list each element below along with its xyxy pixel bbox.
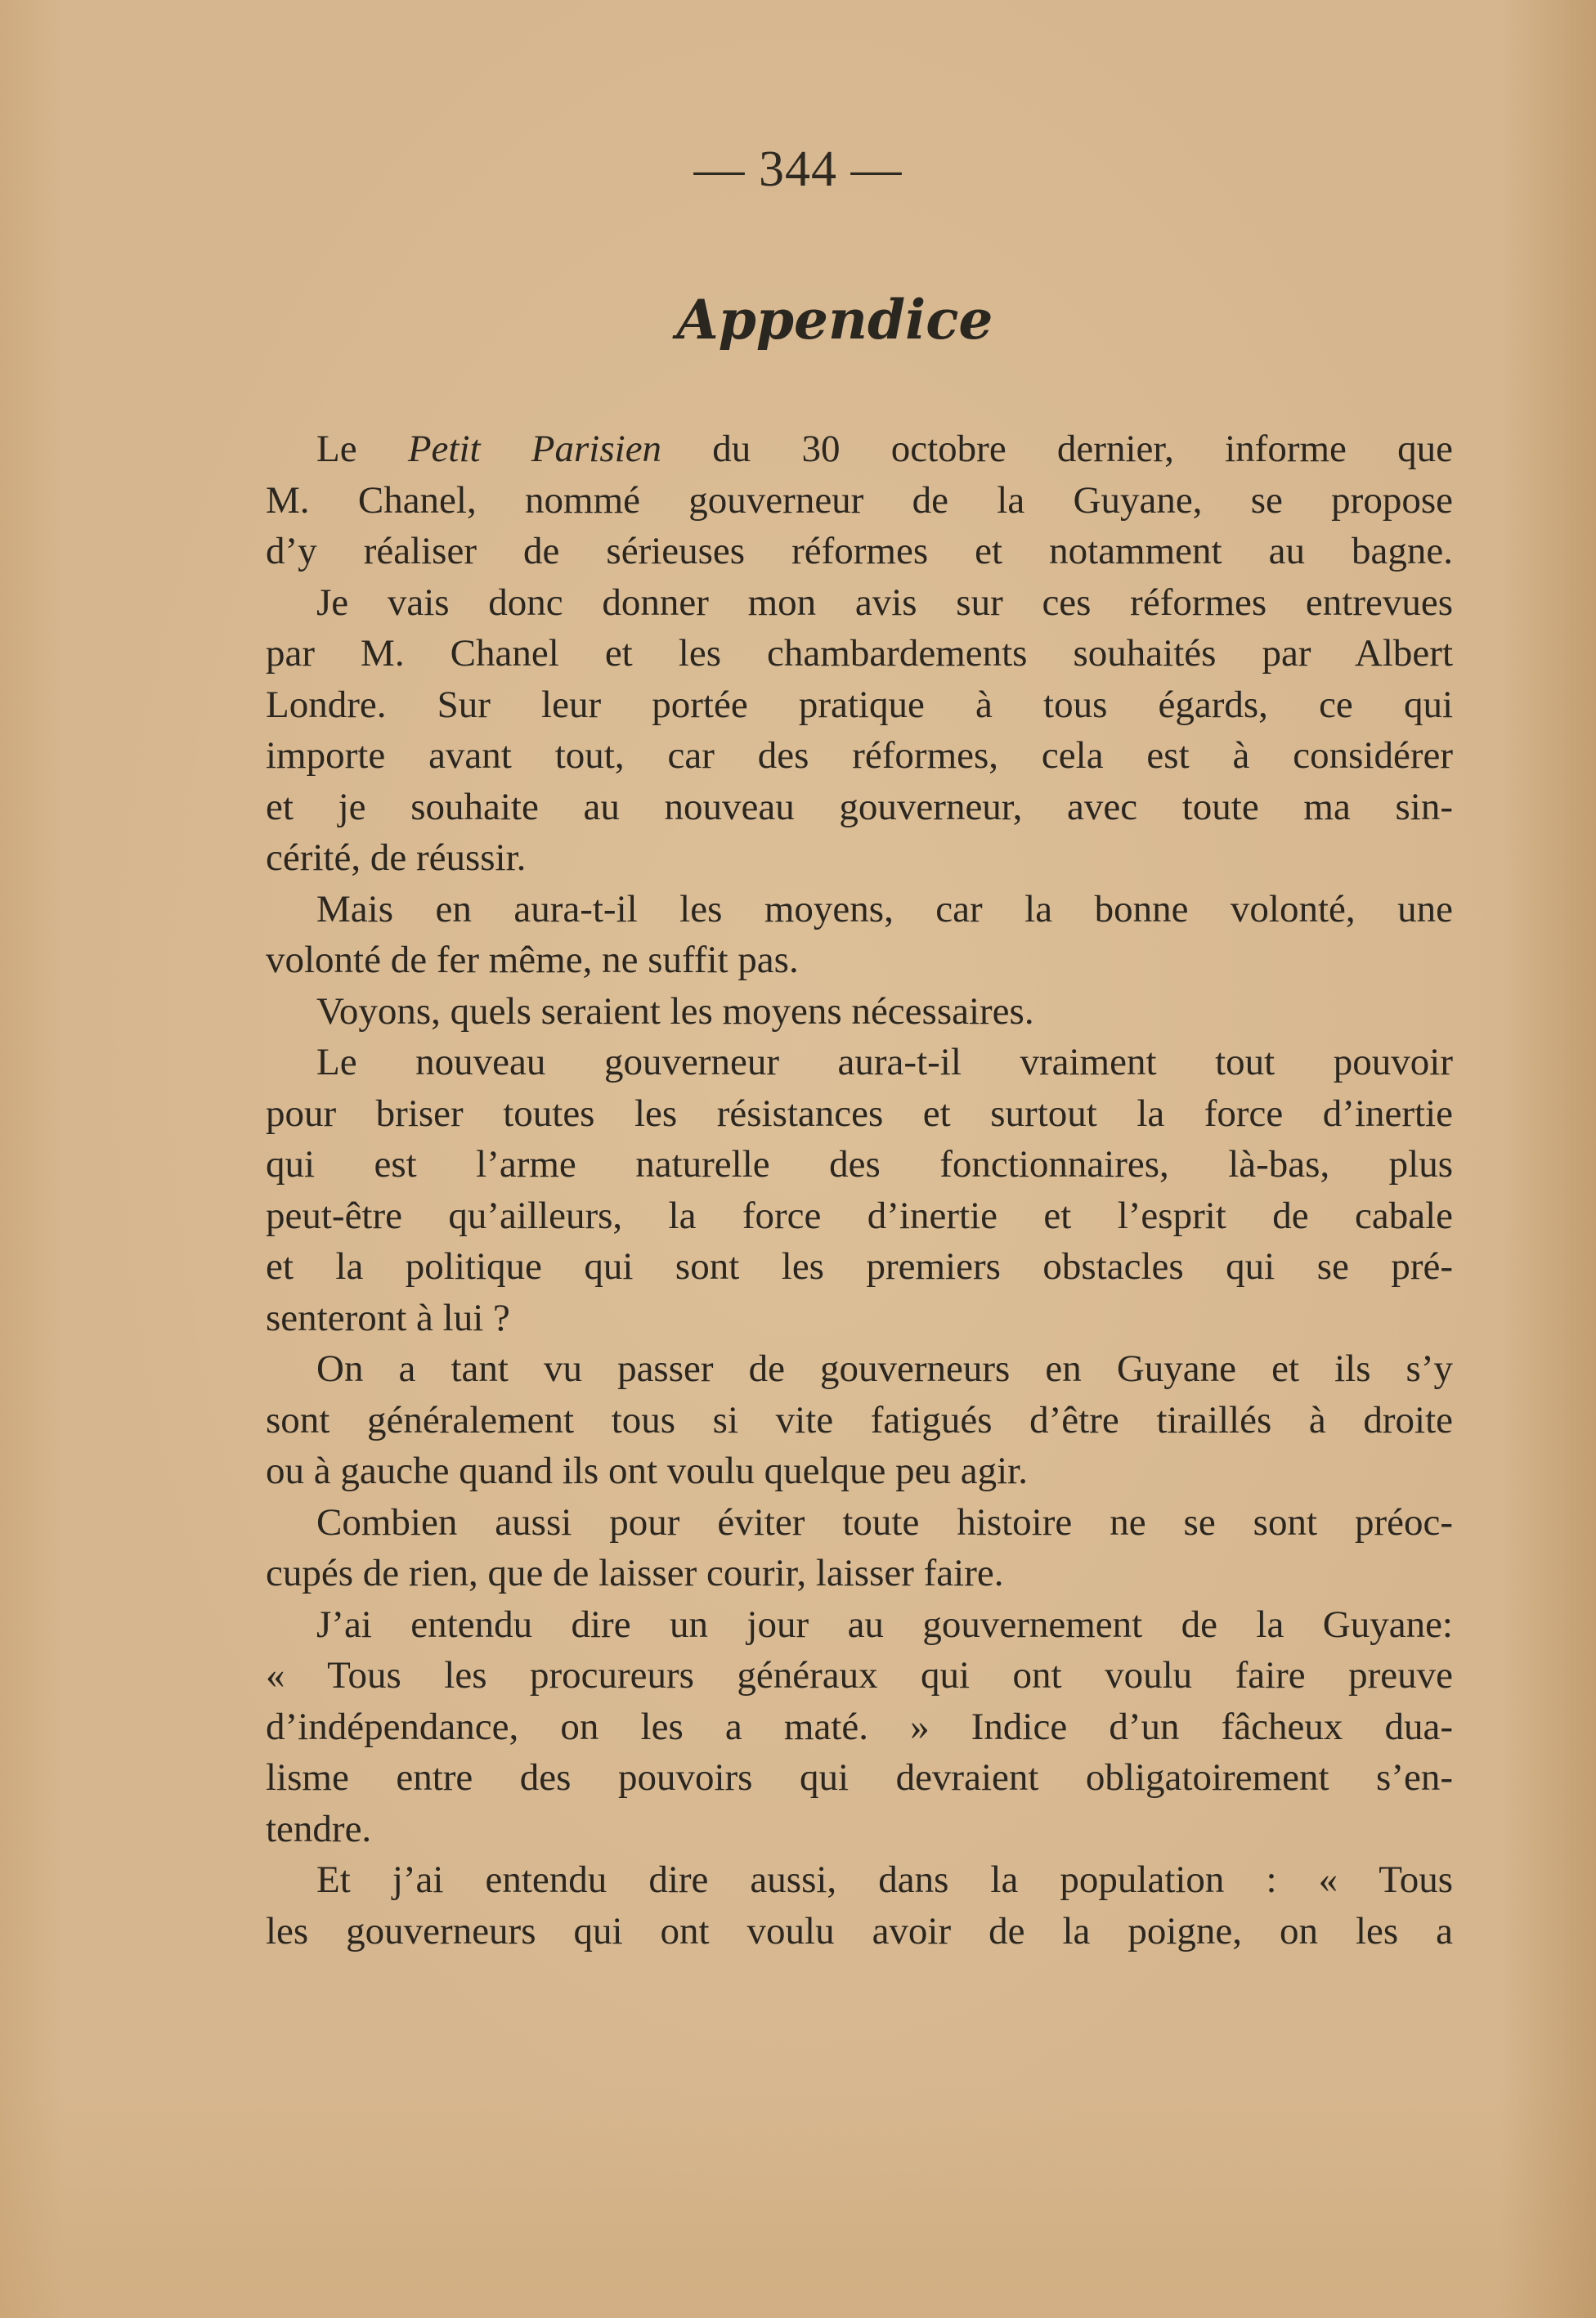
text-segment: d’indépendance, on les a maté. » Indice d’un fâcheux dua- [266,1705,1453,1748]
text-segment: d’y réaliser de sérieuses réformes et notamment au bagne. [266,530,1453,572]
section-title: Appendice [676,288,993,352]
text-line [266,1088,1453,1140]
text-line [266,935,1453,986]
text-line [266,475,1453,527]
text-segment: du 30 octobre dernier, informe que [661,428,1453,470]
text-line [266,1446,1453,1497]
text-segment: ou à gauche quand ils ont voulu quelque peu agir. [266,1450,1028,1492]
text-line [266,1702,1453,1753]
text-segment: volonté de fer même, ne suffit pas. [266,939,799,981]
text-segment: J’ai entendu dire un jour au gouvernement de la Guyane: [316,1603,1453,1646]
text-line [266,1752,1453,1804]
body-text [266,424,1453,1957]
text-line [266,730,1453,782]
text-line [266,628,1453,679]
text-line [266,1343,1453,1395]
italic-text: Petit Parisien [407,428,662,470]
text-line [266,1650,1453,1702]
text-line [266,1293,1453,1344]
page-number: — 344 — [693,141,903,197]
text-segment: Et j’ai entendu dire aussi, dans la population : « Tous [316,1858,1453,1901]
text-segment: Le [316,428,408,470]
text-line [266,1906,1453,1957]
text-segment: et je souhaite au nouveau gouverneur, avec toute ma sin- [266,785,1453,828]
text-segment: cupés de rien, que de laisser courir, laisser faire. [266,1552,1004,1594]
text-segment: cérité, de réussir. [266,836,527,879]
text-segment: pour briser toutes les résistances et surtout la force d’inertie [266,1092,1453,1135]
text-line [266,1190,1453,1242]
text-segment: les gouverneurs qui ont voulu avoir de la poigne, on les a [266,1909,1453,1953]
text-segment: tendre. [266,1807,372,1850]
text-line [266,1599,1453,1651]
text-line [266,526,1453,577]
text-segment: par M. Chanel et les chambardements souhaités par Albert [266,632,1453,675]
text-segment: « Tous les procureurs généraux qui ont voulu faire preuve [266,1654,1453,1697]
text-line [266,1037,1453,1088]
text-line [266,1854,1453,1906]
text-line [266,832,1453,884]
text-line [266,986,1453,1038]
text-line [266,884,1453,935]
text-segment: Mais en aura-t-il les moyens, car la bonne volonté, une [316,887,1453,930]
text-segment: Voyons, quels seraient les moyens nécessaires. [316,989,1034,1033]
text-segment: sont généralement tous si vite fatigués d’être tiraillés à droite [266,1398,1453,1441]
text-segment: Je vais donc donner mon avis sur ces réformes entrevues [316,581,1453,624]
text-line [266,1548,1453,1599]
text-segment: qui est l’arme naturelle des fonctionnaires, là-bas, plus [266,1143,1453,1186]
text-segment: importe avant tout, car des réformes, cela est à considérer [266,734,1453,777]
text-line [266,679,1453,731]
text-segment: On a tant vu passer de gouverneurs en Guyane et ils s’y [316,1347,1453,1390]
text-segment: M. Chanel, nommé gouverneur de la Guyane, se propose [266,478,1453,522]
text-line [266,1139,1453,1190]
text-line [266,1497,1453,1549]
text-line [266,577,1453,629]
text-segment: Le nouveau gouverneur aura-t-il vraiment tout pouvoir [316,1041,1453,1083]
text-line [266,1804,1453,1855]
text-segment: Combien aussi pour éviter toute histoire ne se sont préoc- [316,1500,1453,1544]
text-segment: senteront à lui ? [266,1296,510,1339]
text-segment: peut-être qu’ailleurs, la force d’inertie et l’esprit de cabale [266,1194,1453,1237]
text-line [266,1241,1453,1293]
text-segment: lisme entre des pouvoirs qui devraient obligatoirement s’en- [266,1756,1453,1799]
text-line [266,424,1453,475]
text-segment: et la politique qui sont les premiers obstacles qui se pré- [266,1245,1453,1288]
text-segment: Londre. Sur leur portée pratique à tous égards, ce qui [266,683,1453,726]
text-line [266,1395,1453,1446]
text-line [266,782,1453,833]
